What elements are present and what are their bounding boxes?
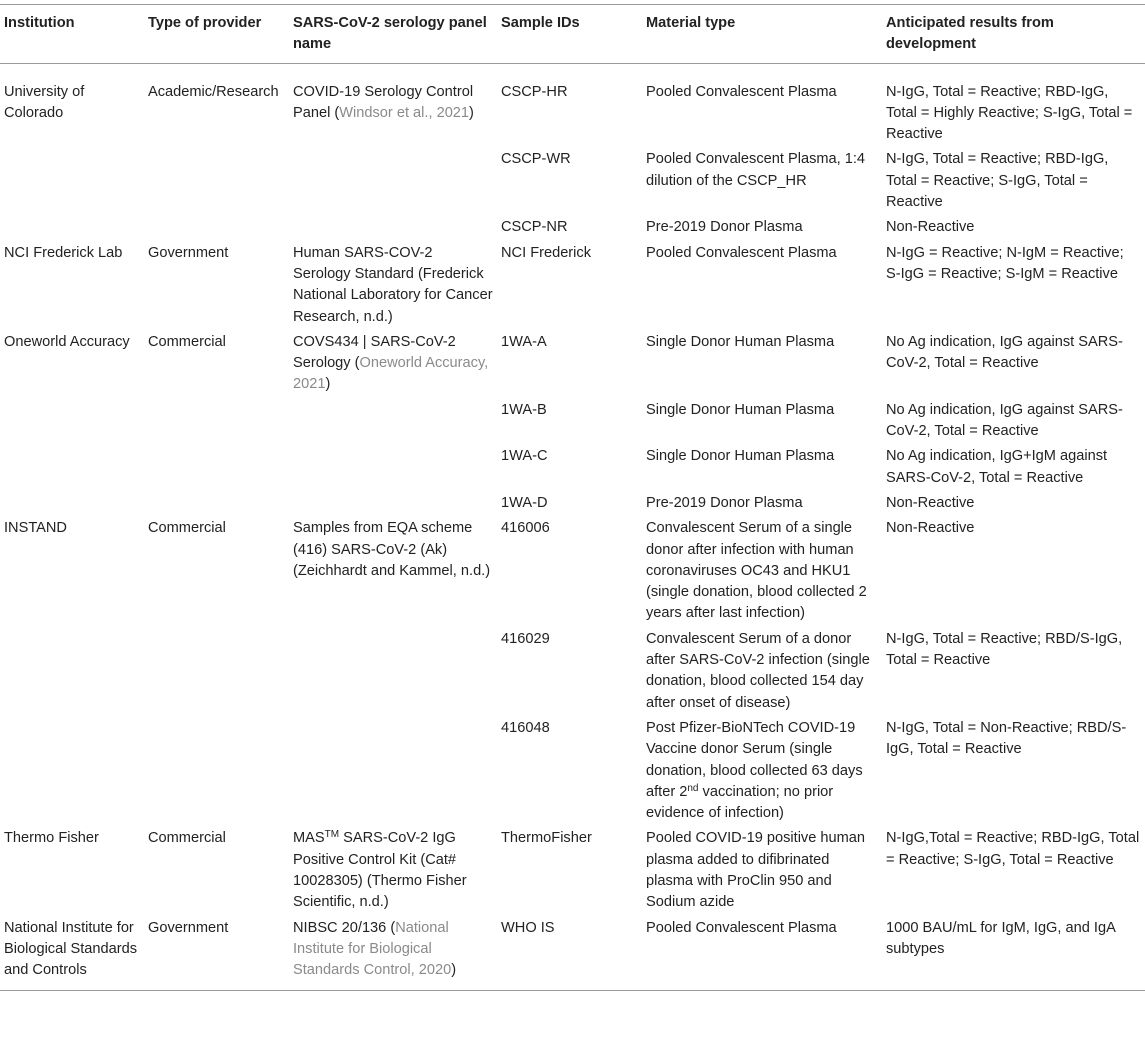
- material-tail: vaccination; no prior evidence of infection): [646, 783, 834, 822]
- material-type-cell: Single Donor Human Plasma: [646, 401, 835, 418]
- table-row: [0, 241, 1145, 330]
- provider-type-cell: Academic/Research: [148, 83, 279, 100]
- material-type-cell: Single Donor Human Plasma: [646, 448, 835, 465]
- material-type-cell: [642, 716, 882, 826]
- provider-type-cell: Commercial: [148, 830, 226, 847]
- material-type-cell: Convalescent Serum of a single donor after infection with human coronaviruses OC43 and HKU1 (single donation, blood collected 2 years after last infection): [646, 520, 867, 622]
- table-row: [0, 330, 1145, 398]
- panel-name-text: COVID-19 Serology Control Panel (: [293, 83, 474, 121]
- sample-id-cell: WHO IS: [497, 916, 642, 991]
- table-row: [0, 491, 1145, 516]
- institution-cell: INSTAND: [4, 520, 67, 537]
- sample-id-cell: 416048: [501, 719, 550, 736]
- table-row: [0, 826, 1145, 915]
- panel-name-text: MAS: [293, 830, 325, 847]
- table-row: [0, 916, 1145, 991]
- sample-id-cell: 416006: [501, 520, 550, 537]
- panel-name-cell: [289, 916, 497, 991]
- institution-cell: University of Colorado: [4, 83, 85, 121]
- table-row: [0, 627, 1145, 716]
- header-provider-type: Type of provider: [144, 5, 289, 64]
- panel-name-cell: Samples from EQA scheme (416) SARS-CoV-2 (Ak) (Zeichhardt and Kammel, n.d.): [293, 520, 491, 579]
- header-sample-ids: Sample IDs: [497, 5, 642, 64]
- panel-name-text: COVS434 | SARS-CoV-2 Serology (: [293, 333, 456, 372]
- material-type-cell: Pooled Convalescent Plasma: [642, 916, 882, 991]
- sample-id-cell: 1WA-D: [501, 494, 548, 511]
- table-row: [0, 716, 1145, 826]
- panel-name-tail: ): [325, 376, 331, 393]
- anticipated-result-cell: Non-Reactive: [886, 520, 975, 537]
- provider-type-cell: Commercial: [148, 333, 226, 350]
- panel-name-tail: SARS-CoV-2 IgG Positive Control Kit (Cat# 10028305) (Thermo Fisher Scientific, n.d.): [293, 830, 467, 911]
- provider-type-cell: Government: [148, 244, 229, 261]
- panel-name-cell: Human SARS-COV-2 Serology Standard (Frederick National Laboratory for Cancer Research, n.d.): [293, 244, 493, 325]
- anticipated-result-cell: No Ag indication, IgG against SARS-CoV-2, Total = Reactive: [886, 333, 1123, 372]
- institution-cell: Thermo Fisher: [4, 830, 99, 847]
- anticipated-result-cell: N-IgG, Total = Reactive; RBD-IgG, Total = Highly Reactive; S-IgG, Total = Reactive: [886, 83, 1133, 143]
- trademark-mark: TM: [324, 829, 340, 841]
- sample-id-cell: CSCP-WR: [501, 151, 571, 168]
- table-row: [0, 444, 1145, 491]
- sample-id-cell: 416029: [501, 630, 550, 647]
- institution-cell: Oneworld Accuracy: [4, 333, 130, 350]
- table-row: [0, 63, 1145, 147]
- material-type-cell: Pre-2019 Donor Plasma: [646, 494, 803, 511]
- panel-name-cell: [289, 826, 497, 915]
- anticipated-result-cell: 1000 BAU/mL for IgM, IgG, and IgA subtypes: [882, 916, 1145, 991]
- material-type-cell: Pooled Convalescent Plasma: [646, 83, 837, 100]
- header-panel-name: SARS-CoV-2 serology panel name: [289, 5, 497, 64]
- anticipated-result-cell: N-IgG,Total = Reactive; RBD-IgG, Total = Reactive; S-IgG, Total = Reactive: [886, 830, 1140, 868]
- sample-id-cell: NCI Frederick: [501, 244, 592, 261]
- material-type-cell: Pre-2019 Donor Plasma: [646, 219, 803, 236]
- table-row: [0, 215, 1145, 240]
- material-type-cell: Convalescent Serum of a donor after SARS-CoV-2 infection (single donation, blood collected 154 day after onset of disease): [646, 630, 870, 711]
- panel-name-cell: [289, 63, 497, 147]
- material-text: Post Pfizer-BioNTech COVID-19 Vaccine donor Serum (single donation, blood collected 63 days after 2: [646, 719, 863, 800]
- material-type-cell: Pooled COVID-19 positive human plasma added to difibrinated plasma with ProClin 950 and Sodium azide: [646, 830, 866, 911]
- panel-name-tail: ): [469, 104, 474, 121]
- material-type-cell: Single Donor Human Plasma: [646, 333, 835, 350]
- sample-id-cell: 1WA-B: [501, 401, 547, 418]
- table-row: [0, 516, 1145, 626]
- header-institution: Institution: [0, 5, 144, 64]
- serology-panel-table: [0, 4, 1145, 991]
- institution-cell: NCI Frederick Lab: [4, 244, 123, 261]
- anticipated-result-cell: No Ag indication, IgG against SARS-CoV-2, Total = Reactive: [886, 401, 1123, 440]
- header-anticipated-results: Anticipated results from development: [882, 5, 1145, 64]
- sample-id-cell: 1WA-C: [501, 448, 548, 465]
- panel-name-text: NIBSC 20/136 (: [293, 919, 396, 936]
- header-material-type: Material type: [642, 5, 882, 64]
- citation-link[interactable]: National Institute for Biological Standards Control, 2020: [293, 919, 452, 979]
- table-row: [0, 147, 1145, 215]
- provider-type-cell: Commercial: [148, 520, 226, 537]
- material-type-cell: Pooled Convalescent Plasma: [646, 244, 837, 261]
- citation-link[interactable]: Windsor et al., 2021: [339, 104, 470, 121]
- sample-id-cell: 1WA-A: [501, 333, 547, 350]
- table-header-row: [0, 5, 1145, 64]
- panel-name-cell: [289, 330, 497, 398]
- material-type-cell: Pooled Convalescent Plasma, 1:4 dilution of the CSCP_HR: [646, 151, 866, 189]
- ordinal-suffix: nd: [687, 782, 699, 794]
- anticipated-result-cell: N-IgG, Total = Non-Reactive; RBD/S-IgG, Total = Reactive: [886, 719, 1127, 758]
- anticipated-result-cell: Non-Reactive: [886, 494, 975, 511]
- citation-link[interactable]: Oneworld Accuracy, 2021: [293, 355, 489, 393]
- sample-id-cell: CSCP-NR: [501, 219, 568, 236]
- anticipated-result-cell: N-IgG = Reactive; N-IgM = Reactive; S-IgG = Reactive; S-IgM = Reactive: [886, 244, 1124, 282]
- panel-name-tail: ): [451, 962, 457, 979]
- provider-type-cell: Government: [144, 916, 289, 991]
- table-row: [0, 398, 1145, 445]
- anticipated-result-cell: N-IgG, Total = Reactive; RBD-IgG, Total = Reactive; S-IgG, Total = Reactive: [886, 151, 1109, 211]
- anticipated-result-cell: No Ag indication, IgG+IgM against SARS-CoV-2, Total = Reactive: [886, 448, 1108, 486]
- anticipated-result-cell: N-IgG, Total = Reactive; RBD/S-IgG, Total = Reactive: [886, 630, 1123, 669]
- sample-id-cell: ThermoFisher: [501, 830, 592, 847]
- institution-cell: National Institute for Biological Standards and Controls: [0, 916, 144, 991]
- sample-id-cell: CSCP-HR: [501, 83, 568, 100]
- anticipated-result-cell: Non-Reactive: [886, 219, 975, 236]
